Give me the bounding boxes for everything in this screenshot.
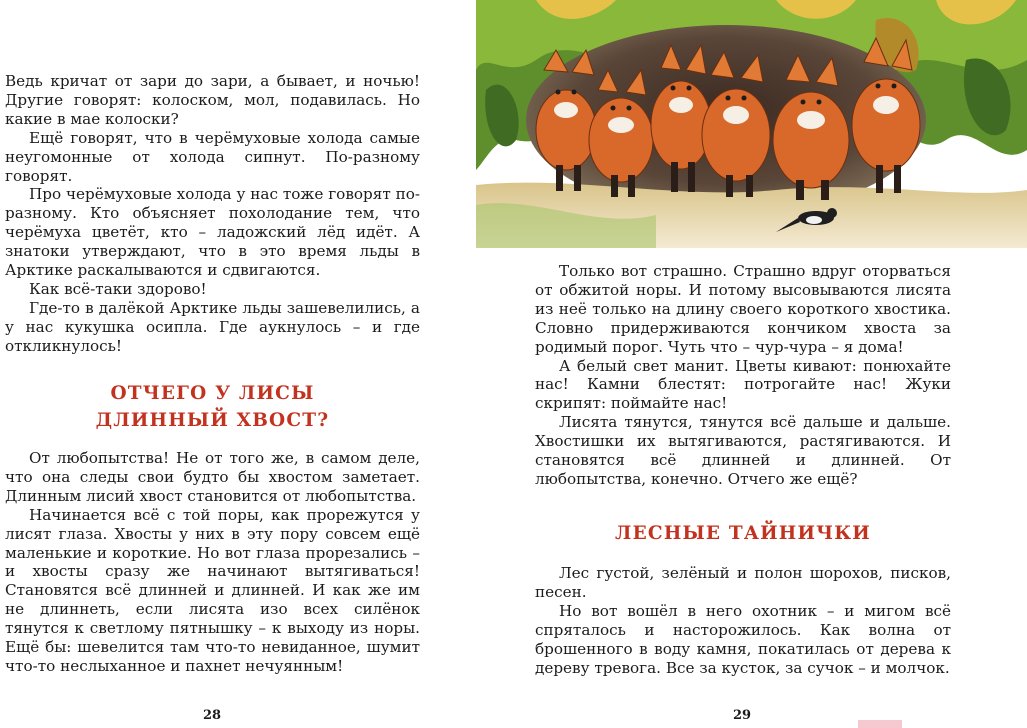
paragraph: Как всё-таки здорово! xyxy=(29,279,207,298)
right-page xyxy=(520,0,1027,728)
left-page xyxy=(0,0,505,728)
paragraph: От любопытства! Не от того же, в самом деле, что она следы свои будто бы хвостом заметает. Длинным лисий хвост становится от любопытства. xyxy=(5,449,420,505)
chapter-text xyxy=(5,449,420,676)
paragraph: Про черёмуховые холода у нас тоже говорят по-разному. Кто объясняет похолодание тем, что черёмуха цветёт, кто – ладожский лёд идёт. А знатоки утверждают, что в это время льды в Арктике раскалываются и сдвигаются. xyxy=(5,185,420,280)
chapter-title-line: ДЛИННЫЙ ХВОСТ? xyxy=(95,410,330,431)
chapter-title-forest-secrets: ЛЕСНЫЕ ТАЙНИЧКИ xyxy=(615,523,871,544)
chapter-text xyxy=(535,564,951,677)
chapter-title-line: ОТЧЕГО У ЛИСЫ xyxy=(110,383,315,404)
page-number: 28 xyxy=(203,708,222,723)
paragraph: Лес густой, зелёный и полон шорохов, писков, песен. xyxy=(535,564,951,601)
paragraph: Ведь кричат от зари до зари, а бывает, и ночью! Другие говорят: колоском, мол, подавилась. Но какие в мае колоски? xyxy=(5,72,420,128)
paragraph: А белый свет манит. Цветы кивают: понюхайте нас! Камни блестят: потрогайте нас! Жуки скрипят: поймайте нас! xyxy=(535,356,951,413)
paragraph: Только вот страшно. Страшно вдруг оторваться от обжитой норы. И потому высовываются лисята из неё только на длину своего короткого хвостика. Словно придерживаются кончиком хвоста за родимый порог. Чуть что – чур-чура – я дома! xyxy=(535,262,951,356)
paragraph: Но вот вошёл в него охотник – и мигом всё спряталось и насторожилось. Как волна от брошенного в воду камня, покатилась от дерева к дереву тревога. Все за кусток, за сучок – и молчок. xyxy=(535,601,951,677)
page-edge-mark xyxy=(858,720,902,728)
page-number: 29 xyxy=(733,708,752,723)
continuation-text xyxy=(535,262,951,489)
chapter-title-fox-tail xyxy=(5,380,420,434)
paragraph: Начинается всё с той поры, как прорежутся у лисят глаза. Хвосты у них в эту пору совсем ещё маленькие и короткие. Но вот глаза прорезались – и хвосты сразу же начинают вытягиваться! Становятся всё длинней и длинней. И как же им не длиннеть, если лисята изо всех силёнок тянутся к светлому пятнышку – к выходу из норы. Ещё бы: шевелится там что-то невиданное, шумит что-то неслыханное и пахнет нечуянным! xyxy=(5,505,420,675)
paragraph: Лисята тянутся, тянутся всё дальше и дальше. Хвостишки их вытягиваются, растягиваются. И становятся всё длинней и длинней. От любопытства, конечно. Отчего же ещё? xyxy=(535,413,951,488)
intro-text xyxy=(5,72,420,356)
paragraph: Ещё говорят, что в черёмуховые холода самые неугомонные от холода сипнут. По-разному говорят. xyxy=(5,128,420,185)
paragraph: Где-то в далёкой Арктике льды зашевелились, а у нас кукушка осипла. Где аукнулось – и где откликнулось! xyxy=(5,298,420,355)
